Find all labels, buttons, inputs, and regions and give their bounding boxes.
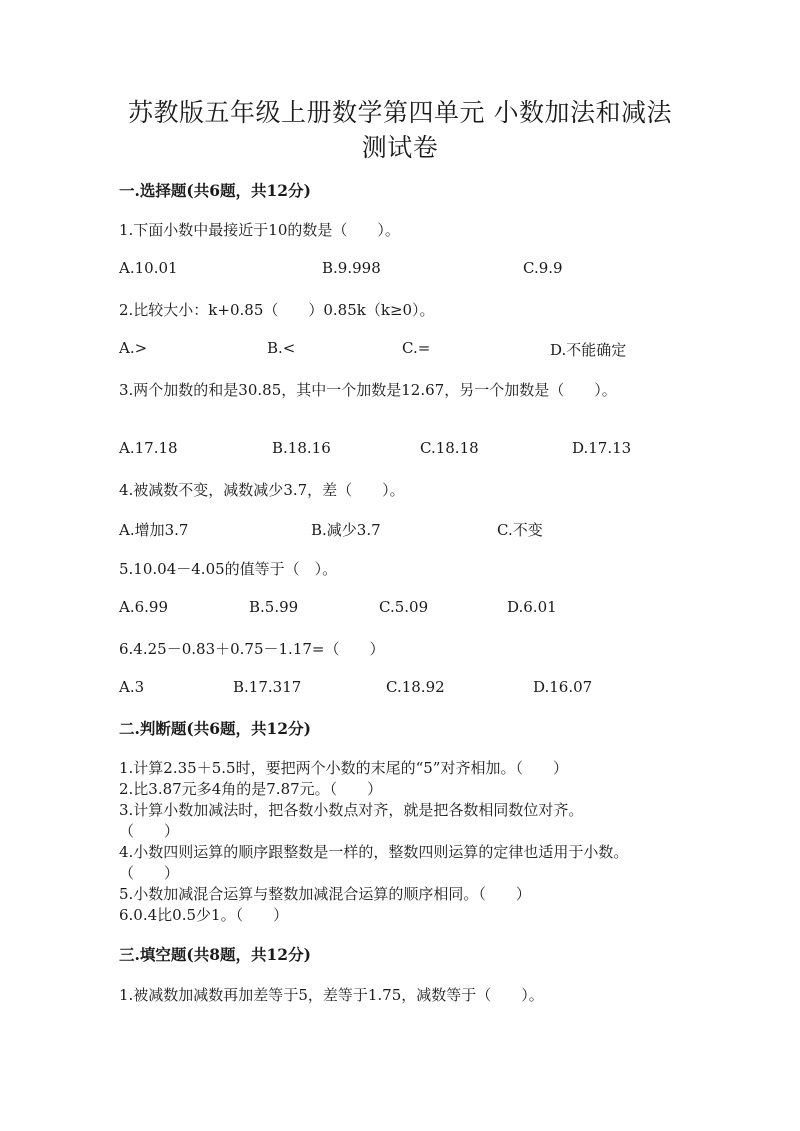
option-d: D.6.01 <box>507 598 557 616</box>
option-b: B.17.317 <box>233 678 302 696</box>
section-heading-fill-blank: 三.填空题(共8题，共12分) <box>119 945 311 964</box>
section-heading-multiple-choice: 一.选择题(共6题，共12分) <box>119 181 311 200</box>
option-d: D.17.13 <box>572 439 632 457</box>
true-false-line: 5.小数加减混合运算与整数加减混合运算的顺序相同。（ ） <box>119 885 531 903</box>
section-heading-true-false: 二.判断题(共6题，共12分) <box>119 719 311 738</box>
option-c: C.= <box>402 339 431 357</box>
option-b: B.9.998 <box>322 259 381 277</box>
true-false-line: （ ） <box>119 864 180 882</box>
true-false-line: 1.计算2.35＋5.5时，要把两个小数的末尾的“5”对齐相加。（ ） <box>119 759 568 777</box>
option-b: B.< <box>267 339 296 357</box>
option-d: D.16.07 <box>533 678 593 696</box>
option-b: B.18.16 <box>272 439 331 457</box>
option-b: B.5.99 <box>249 598 299 616</box>
true-false-line: （ ） <box>119 822 180 840</box>
option-a: A.17.18 <box>119 439 178 457</box>
option-b: B.减少3.7 <box>311 521 381 539</box>
true-false-line: 6.0.4比0.5少1。（ ） <box>119 906 289 924</box>
exam-title-line2: 测试卷 <box>361 133 439 162</box>
fill-blank-question: 1.被减数加减数再加差等于5，差等于1.75，减数等于（ ）。 <box>119 986 544 1004</box>
option-a: A.> <box>119 339 148 357</box>
question-stem: 6.4.25－0.83＋0.75－1.17=（ ） <box>119 640 385 658</box>
option-a: A.10.01 <box>119 259 178 277</box>
question-stem: 3.两个加数的和是30.85，其中一个加数是12.67，另一个加数是（ ）。 <box>119 381 617 399</box>
option-a: A.3 <box>119 678 145 696</box>
option-a: A.增加3.7 <box>119 521 189 539</box>
question-stem: 1.下面小数中最接近于10的数是（ ）。 <box>119 221 400 239</box>
option-c: C.不变 <box>497 521 543 539</box>
true-false-line: 3.计算小数加减法时，把各数小数点对齐，就是把各数相同数位对齐。 <box>119 801 584 819</box>
option-c: C.9.9 <box>523 259 563 277</box>
option-a: A.6.99 <box>119 598 168 616</box>
option-d: D.不能确定 <box>550 341 627 359</box>
option-c: C.18.18 <box>420 439 479 457</box>
question-stem: 2.比较大小：k+0.85（ ）0.85k（k≥0）。 <box>119 301 435 319</box>
true-false-line: 2.比3.87元多4角的是7.87元。（ ） <box>119 780 383 798</box>
option-c: C.5.09 <box>379 598 429 616</box>
question-stem: 5.10.04－4.05的值等于（ ）。 <box>119 560 338 578</box>
exam-title-line1: 苏教版五年级上册数学第四单元 小数加法和减法 <box>128 98 672 127</box>
option-c: C.18.92 <box>386 678 445 696</box>
true-false-line: 4.小数四则运算的顺序跟整数是一样的，整数四则运算的定律也适用于小数。 <box>119 843 629 861</box>
question-stem: 4.被减数不变，减数减少3.7，差（ ）。 <box>119 481 405 499</box>
